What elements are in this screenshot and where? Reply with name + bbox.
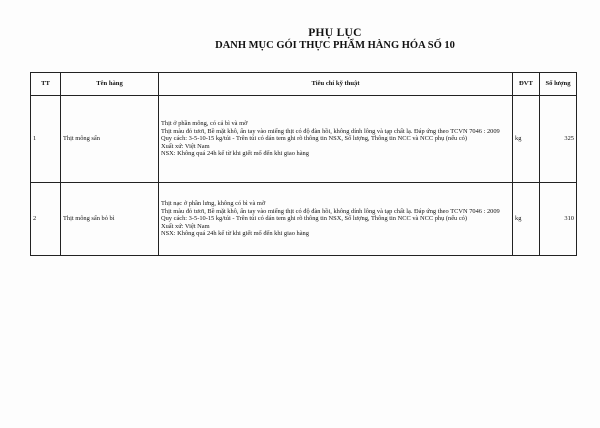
spec-line: Thịt màu đỏ tươi, Bề mặt khô, ấn tay vào miếng thịt có độ đàn hồi, không dính lông và tạp chất lạ. Đáp ứng theo TCVN 7046 : 2009 — [161, 127, 500, 135]
cell-spec — [159, 96, 513, 183]
spec-line: Thịt ở phần mông, có cả bì và mỡ — [161, 120, 248, 128]
spec-line: Quy cách: 3-5-10-15 kg/túi - Trên túi có dán tem ghi rõ thông tin NSX, Số lượng, Thông tin NCC và NCC phụ (nếu có) — [161, 215, 467, 223]
spec-line: Quy cách: 3-5-10-15 kg/túi - Trên túi có dán tem ghi rõ thông tin NSX, Số lượng, Thông tin NCC và NCC phụ (nếu có) — [161, 135, 467, 143]
cell-spec — [159, 183, 513, 256]
column-header-tt: TT — [31, 73, 61, 96]
goods-table — [30, 72, 577, 256]
column-header-name: Tên hàng — [61, 73, 159, 96]
cell-unit: kg — [513, 96, 540, 183]
spec-line: Xuất xứ: Việt Nam — [161, 142, 210, 150]
cell-tt: 2 — [31, 183, 61, 256]
spec-line: NSX: Không quá 24h kể từ khi giết mổ đến khi giao hàng — [161, 230, 309, 238]
spec-line: NSX: Không quá 24h kể từ khi giết mổ đến khi giao hàng — [161, 150, 309, 158]
cell-unit: kg — [513, 183, 540, 256]
cell-qty: 310 — [540, 183, 577, 256]
column-header-spec: Tiêu chí kỹ thuật — [159, 73, 513, 96]
spec-line: Thịt nạc ở phần lưng, không có bì và mỡ — [161, 200, 266, 208]
table-header-row — [31, 73, 577, 96]
cell-qty: 325 — [540, 96, 577, 183]
page-subtitle: DANH MỤC GÓI THỰC PHẨM HÀNG HÓA SỐ 10 — [215, 40, 455, 51]
table-row — [31, 96, 577, 183]
column-header-unit: ĐVT — [513, 73, 540, 96]
column-header-qty: Số lượng — [540, 73, 577, 96]
cell-tt: 1 — [31, 96, 61, 183]
table-row — [31, 183, 577, 256]
cell-name: Thịt mông sấn bỏ bì — [61, 183, 159, 256]
cell-name: Thịt mông sấn — [61, 96, 159, 183]
spec-line: Thịt màu đỏ tươi, Bề mặt khô, ấn tay vào miếng thịt có độ đàn hồi, không dính lông và tạp chất lạ. Đáp ứng theo TCVN 7046 : 2009 — [161, 207, 500, 215]
spec-line: Xuất xứ: Việt Nam — [161, 222, 210, 230]
page-title: PHỤ LỤC — [308, 27, 362, 39]
